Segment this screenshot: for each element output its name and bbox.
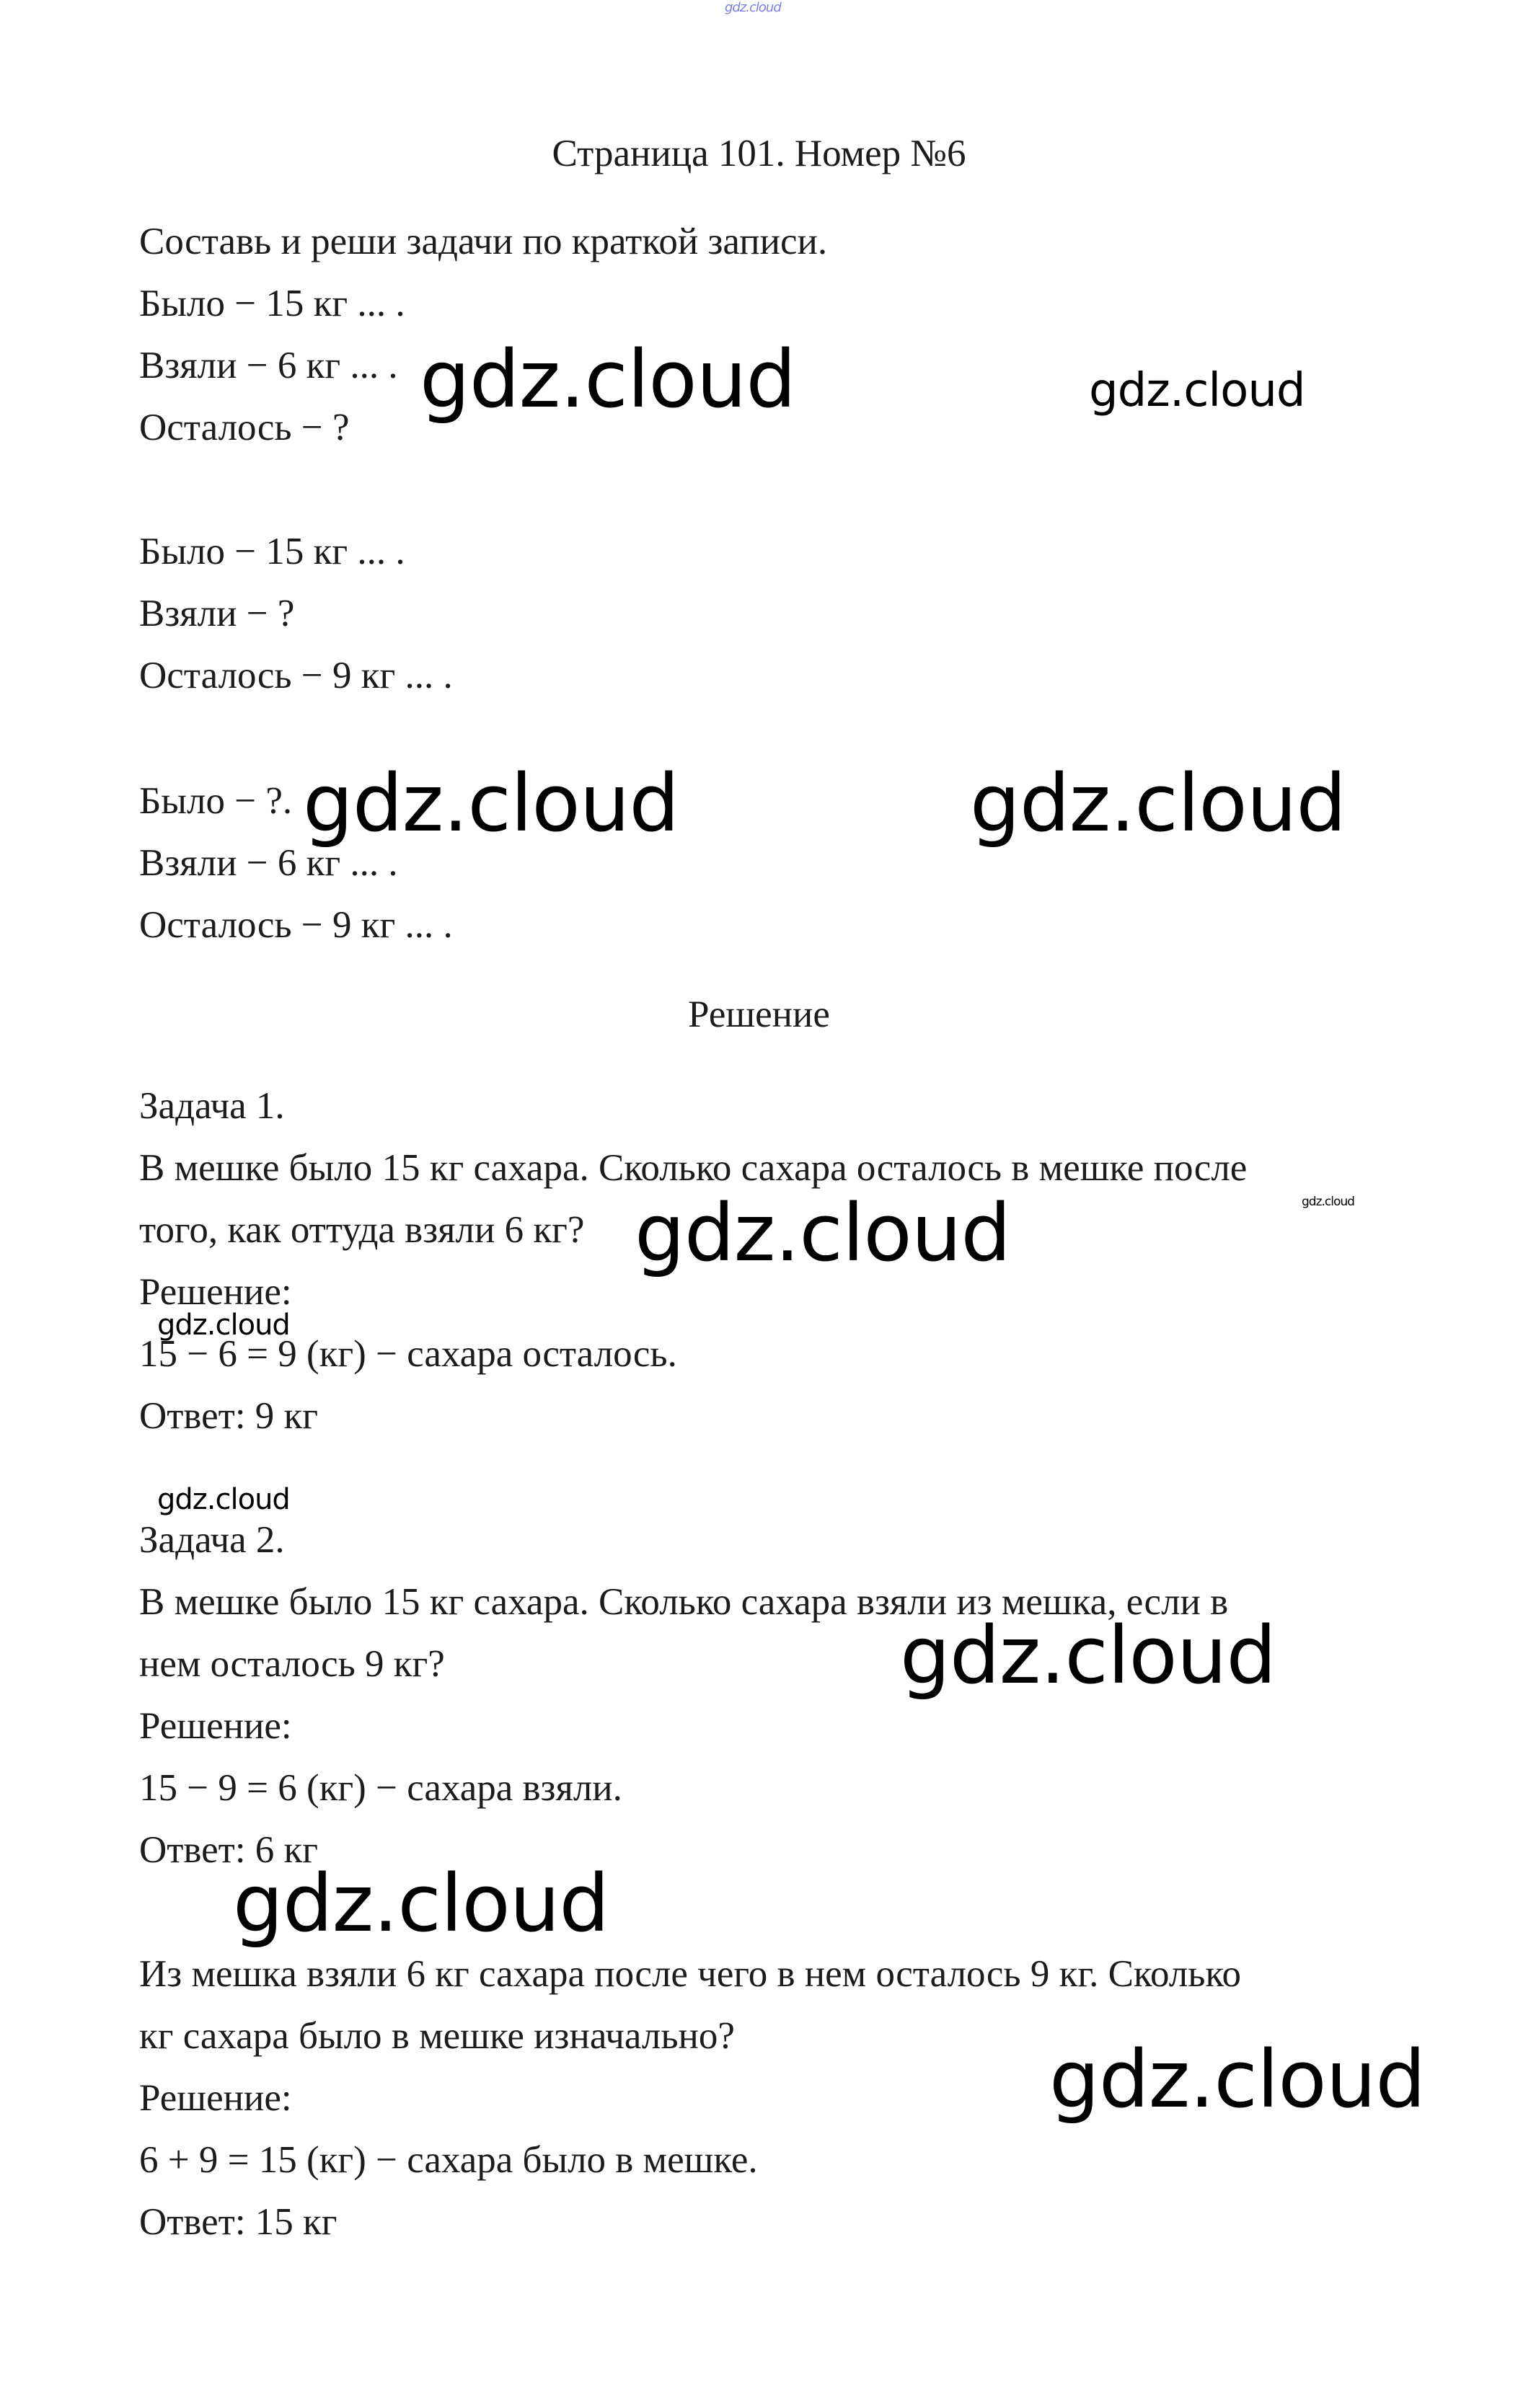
task3-equation: 6 + 9 = 15 (кг) − сахара было в мешке. bbox=[139, 2139, 758, 2181]
task2-solution-label: Решение: bbox=[139, 1705, 292, 1747]
task1-answer: Ответ: 9 кг bbox=[139, 1395, 319, 1437]
watermark-7: gdz.cloud bbox=[157, 1309, 290, 1342]
solution-heading: Решение bbox=[688, 993, 830, 1035]
watermark-top: gdz.cloud bbox=[725, 0, 781, 15]
task2-title: Задача 2. bbox=[139, 1519, 285, 1561]
note1-line2: Взяли − 6 кг ... . bbox=[139, 345, 398, 386]
page-title: Страница 101. Номер №6 bbox=[552, 133, 966, 174]
watermark-4: gdz.cloud bbox=[970, 757, 1346, 849]
task3-text-line2: кг сахара было в мешке изначально? bbox=[139, 2015, 735, 2057]
note1-line3: Осталось − ? bbox=[139, 407, 350, 448]
task3-solution-label: Решение: bbox=[139, 2077, 292, 2119]
task1-title: Задача 1. bbox=[139, 1085, 285, 1127]
note1-line1: Было − 15 кг ... . bbox=[139, 283, 405, 324]
watermark-1: gdz.cloud bbox=[420, 333, 796, 425]
watermark-2: gdz.cloud bbox=[1089, 364, 1305, 417]
watermark-8: gdz.cloud bbox=[157, 1483, 290, 1516]
task3-text-line1: Из мешка взяли 6 кг сахара после чего в нем осталось 9 кг. Сколько bbox=[139, 1953, 1241, 1995]
task3-answer: Ответ: 15 кг bbox=[139, 2201, 337, 2243]
task2-text-line1: В мешке было 15 кг сахара. Сколько сахара взяли из мешка, если в bbox=[139, 1581, 1229, 1623]
watermark-9: gdz.cloud bbox=[900, 1609, 1276, 1701]
watermark-10: gdz.cloud bbox=[233, 1857, 609, 1949]
task2-answer: Ответ: 6 кг bbox=[139, 1829, 319, 1871]
task1-text-line2: того, как оттуда взяли 6 кг? bbox=[139, 1209, 585, 1251]
watermark-5: gdz.cloud bbox=[1302, 1195, 1354, 1209]
task1-solution-label: Решение: bbox=[139, 1271, 292, 1313]
note3-line2: Взяли − 6 кг ... . bbox=[139, 842, 398, 884]
note2-line2: Взяли − ? bbox=[139, 593, 295, 634]
watermark-3: gdz.cloud bbox=[303, 757, 679, 849]
task2-equation: 15 − 9 = 6 (кг) − сахара взяли. bbox=[139, 1767, 622, 1809]
task1-equation: 15 − 6 = 9 (кг) − сахара осталось. bbox=[139, 1333, 677, 1375]
note2-line3: Осталось − 9 кг ... . bbox=[139, 655, 453, 696]
note3-line1: Было − ?. bbox=[139, 780, 293, 822]
task2-text-line2: нем осталось 9 кг? bbox=[139, 1643, 445, 1685]
task1-text-line1: В мешке было 15 кг сахара. Сколько сахара осталось в мешке после bbox=[139, 1147, 1248, 1189]
watermark-11: gdz.cloud bbox=[1049, 2033, 1426, 2125]
note3-line3: Осталось − 9 кг ... . bbox=[139, 904, 453, 946]
note2-line1: Было − 15 кг ... . bbox=[139, 531, 405, 572]
watermark-6: gdz.cloud bbox=[635, 1187, 1011, 1279]
instruction-text: Составь и реши задачи по краткой записи. bbox=[139, 221, 828, 262]
